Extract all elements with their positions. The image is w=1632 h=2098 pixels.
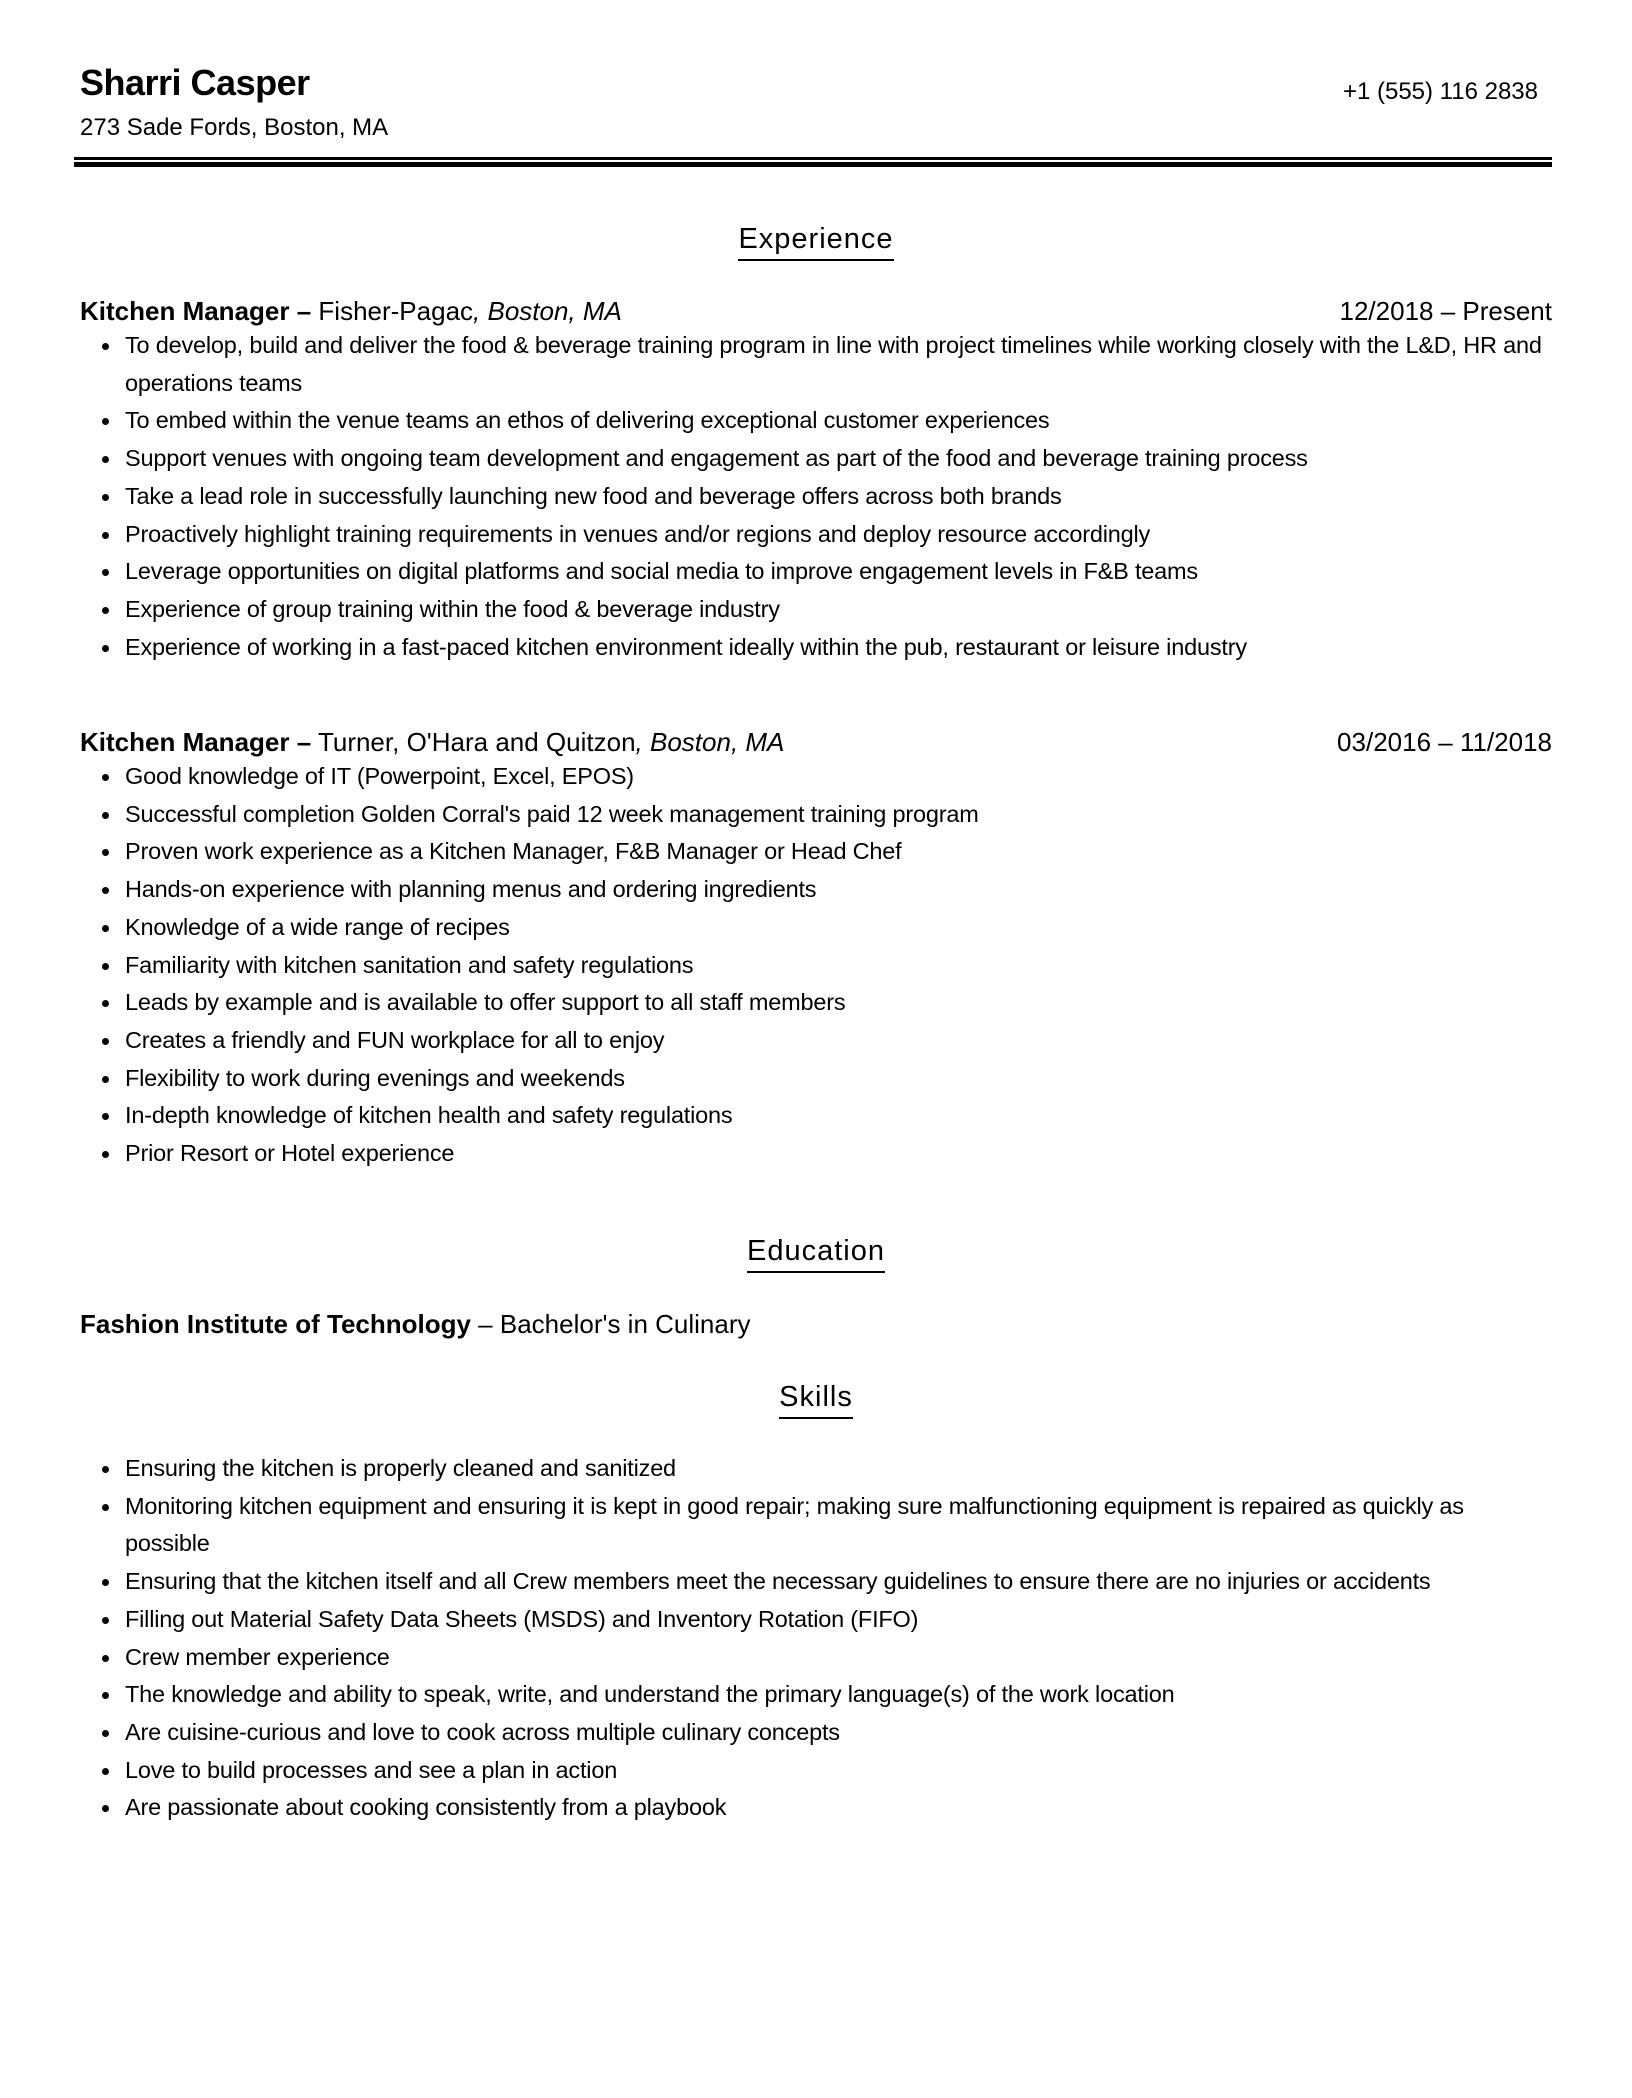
list-item: Filling out Material Safety Data Sheets (MSDS) and Inventory Rotation (FIFO) [125,1601,1552,1639]
list-item: Proactively highlight training requirements in venues and/or regions and deploy resource accordingly [125,516,1552,554]
list-item: Ensuring that the kitchen itself and all Crew members meet the necessary guidelines to ensure there are no injuries or accidents [125,1563,1552,1601]
list-item: Crew member experience [125,1639,1552,1677]
job-location: , Boston, MA [635,727,785,757]
candidate-name: Sharri Casper [80,62,310,103]
list-item: Hands-on experience with planning menus and ordering ingredients [125,871,1552,909]
list-item: Take a lead role in successfully launching new food and beverage offers across both brands [125,478,1552,516]
education-heading: Education [0,1235,1632,1273]
job-1 [80,296,1552,666]
skills-section [80,1450,1552,1827]
header-divider-thin [74,157,1552,160]
list-item: Are passionate about cooking consistently from a playbook [125,1789,1552,1827]
list-item: To embed within the venue teams an ethos of delivering exceptional customer experiences [125,402,1552,440]
job-header [80,296,1552,327]
list-item: In-depth knowledge of kitchen health and safety regulations [125,1097,1552,1135]
job-dates: 12/2018 – Present [1339,296,1552,326]
education-entry [80,1309,1552,1340]
job-location: , Boston, MA [473,296,622,326]
list-item: Prior Resort or Hotel experience [125,1135,1552,1173]
job-bullets [80,327,1552,666]
list-item: Knowledge of a wide range of recipes [125,909,1552,947]
list-item: Ensuring the kitchen is properly cleaned and sanitized [125,1450,1552,1488]
list-item: Monitoring kitchen equipment and ensuring it is kept in good repair; making sure malfunctioning equipment is repaired as quickly as possible [125,1488,1552,1563]
list-item: Experience of working in a fast-paced kitchen environment ideally within the pub, restaurant or leisure industry [125,629,1552,667]
list-item: Support venues with ongoing team development and engagement as part of the food and beverage training process [125,440,1552,478]
header-divider-thick [74,162,1552,167]
job-2 [80,727,1552,1173]
school-name: Fashion Institute of Technology [80,1309,471,1339]
skills-heading: Skills [0,1381,1632,1419]
job-role: Kitchen Manager – [80,727,312,757]
list-item: To develop, build and deliver the food & beverage training program in line with project timelines while working closely with the L&D, HR and operations teams [125,327,1552,402]
job-dates: 03/2016 – 11/2018 [1337,727,1552,757]
skills-list [80,1450,1552,1827]
degree: – Bachelor's in Culinary [470,1309,751,1339]
list-item: Leads by example and is available to offer support to all staff members [125,984,1552,1022]
list-item: Good knowledge of IT (Powerpoint, Excel, EPOS) [125,758,1552,796]
address: 273 Sade Fords, Boston, MA [80,114,389,141]
list-item: Successful completion Golden Corral's paid 12 week management training program [125,796,1552,834]
list-item: Proven work experience as a Kitchen Manager, F&B Manager or Head Chef [125,833,1552,871]
list-item: The knowledge and ability to speak, write, and understand the primary language(s) of the work location [125,1676,1552,1714]
list-item: Familiarity with kitchen sanitation and safety regulations [125,947,1552,985]
list-item: Are cuisine-curious and love to cook across multiple culinary concepts [125,1714,1552,1752]
job-company: Fisher-Pagac [318,296,474,326]
list-item: Love to build processes and see a plan in action [125,1752,1552,1790]
job-role: Kitchen Manager – [80,296,312,326]
list-item: Creates a friendly and FUN workplace for all to enjoy [125,1022,1552,1060]
experience-heading: Experience [0,223,1632,261]
list-item: Leverage opportunities on digital platforms and social media to improve engagement levels in F&B teams [125,553,1552,591]
list-item: Flexibility to work during evenings and weekends [125,1060,1552,1098]
job-company: Turner, O'Hara and Quitzon [317,727,636,757]
job-header [80,727,1552,758]
list-item: Experience of group training within the food & beverage industry [125,591,1552,629]
phone-number: +1 (555) 116 2838 [1342,78,1538,105]
job-bullets [80,758,1552,1173]
